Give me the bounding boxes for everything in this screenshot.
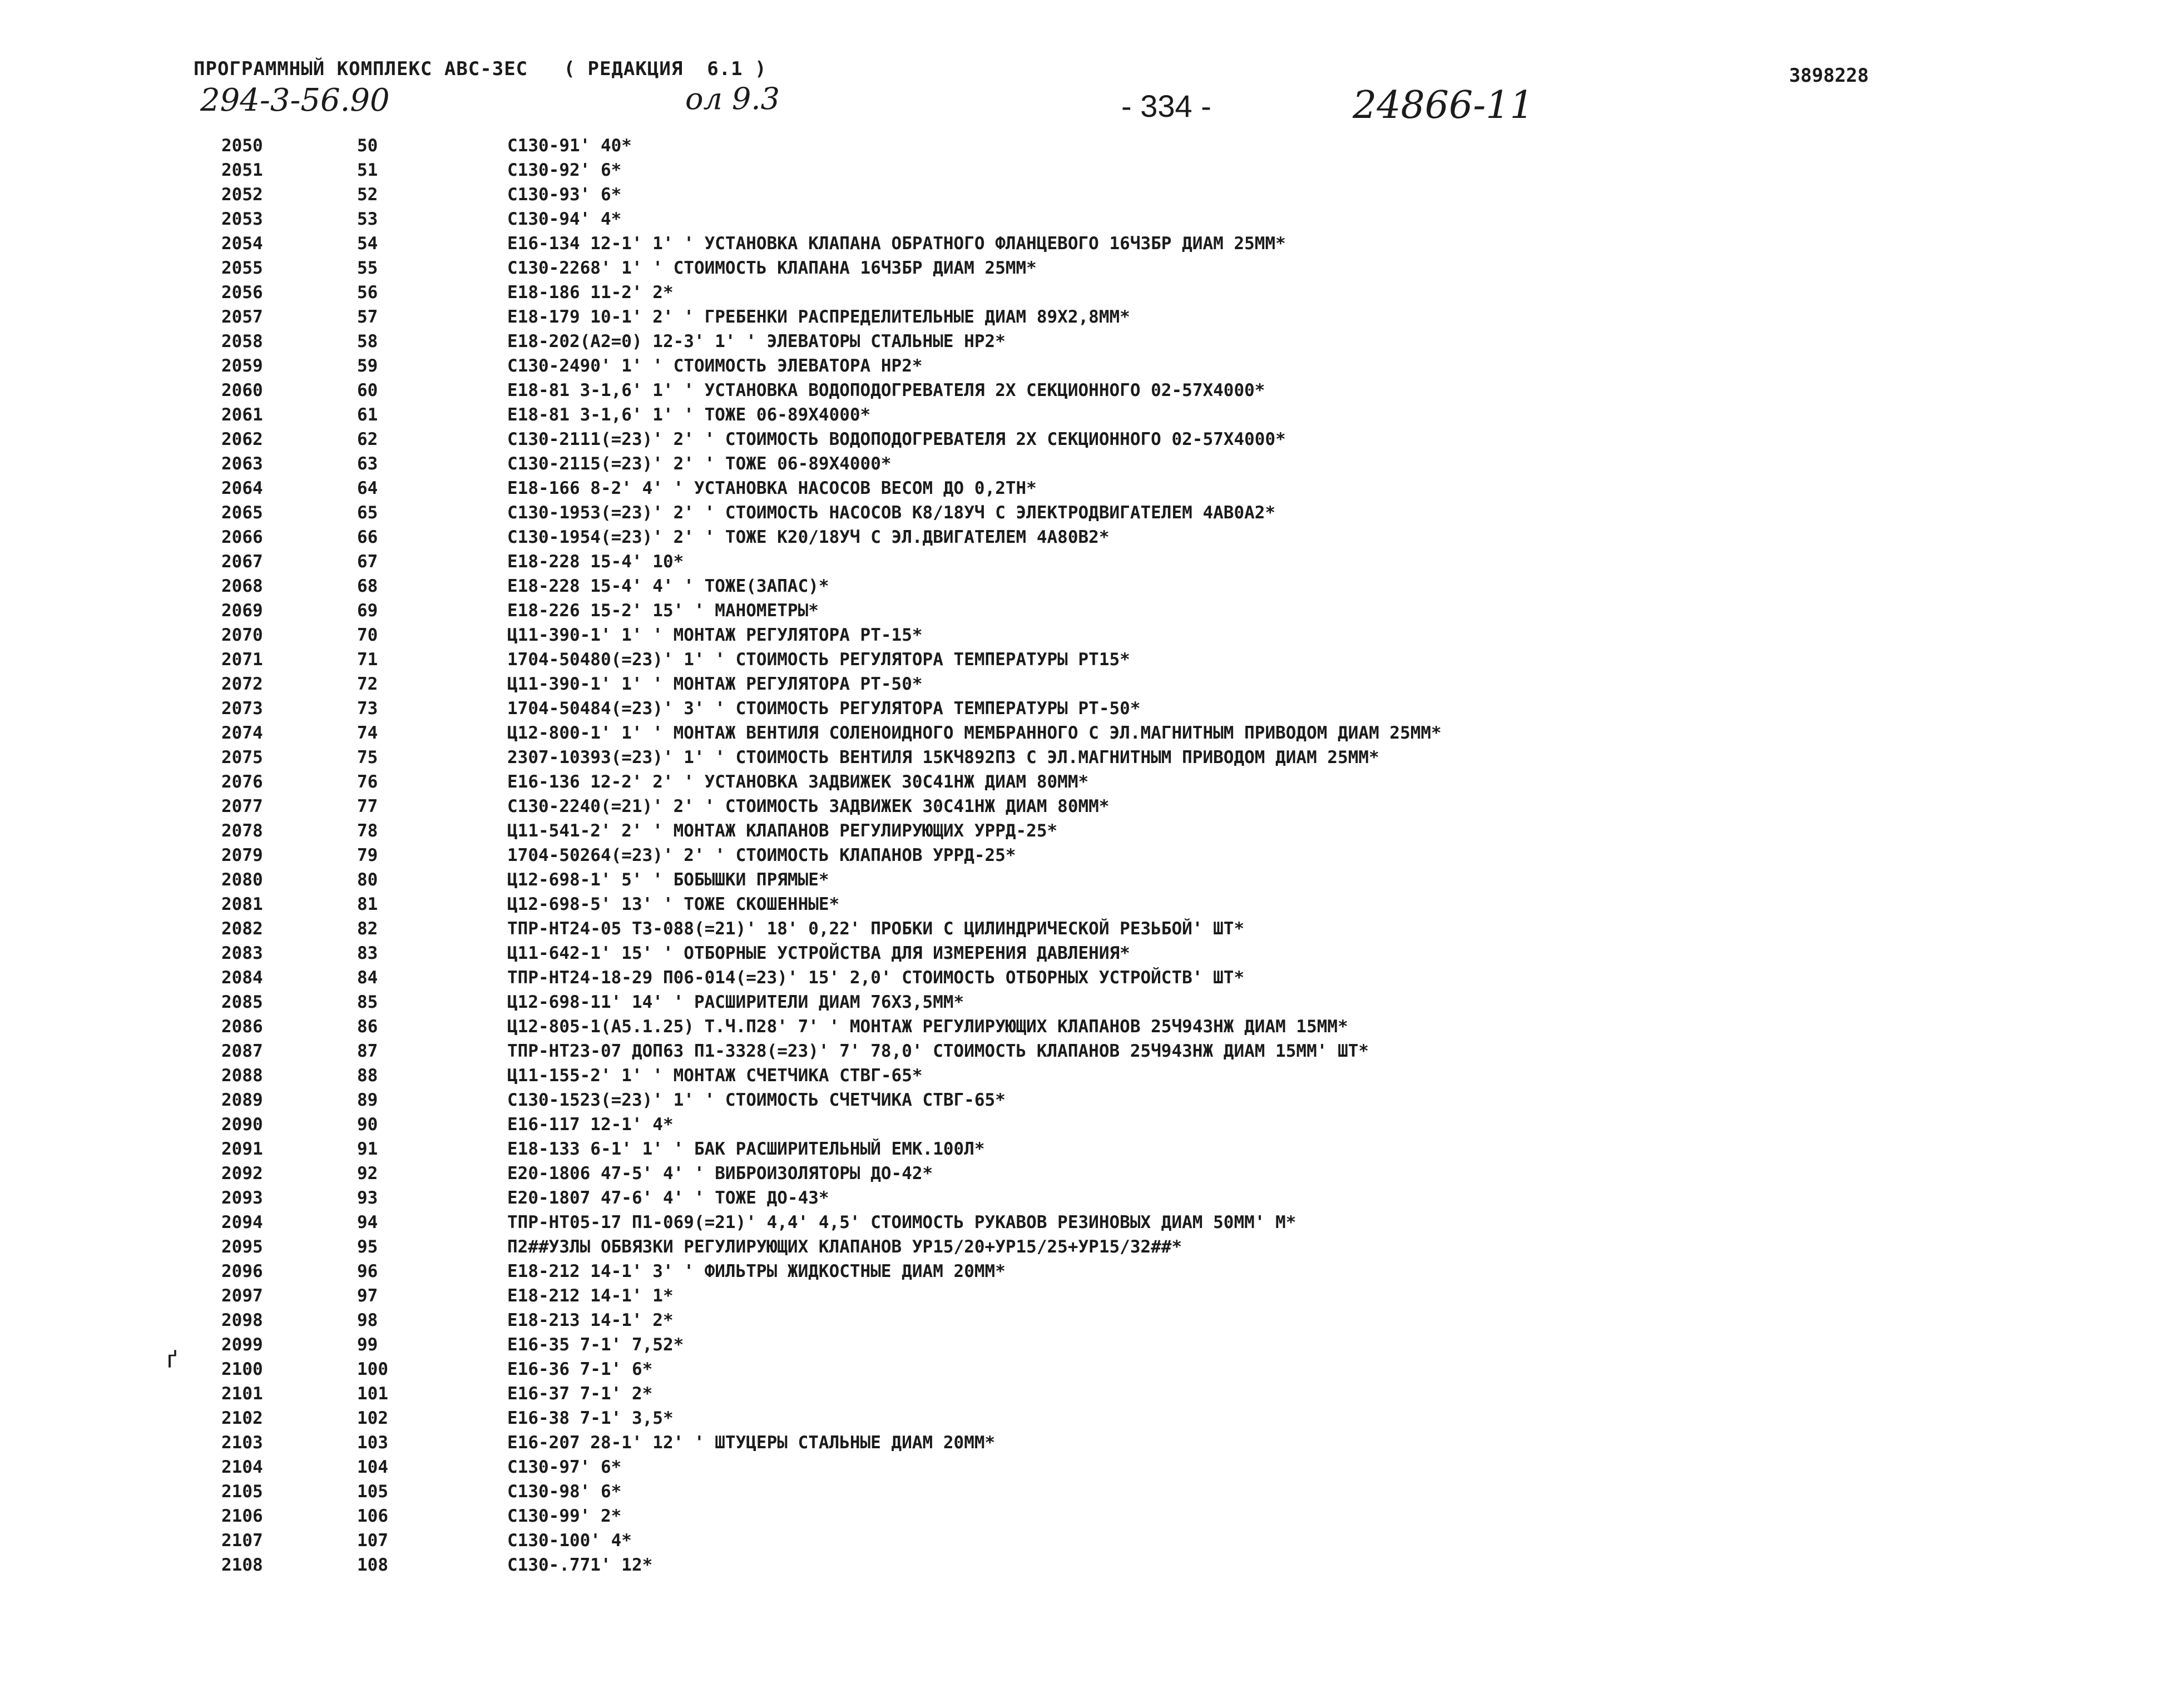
- listing-row: [0, 1308, 2168, 1333]
- item-index: 64: [357, 478, 378, 498]
- listing-row: [0, 158, 2168, 182]
- listing-row: [0, 1430, 2168, 1455]
- listing-row: [0, 1333, 2168, 1357]
- listing-row: [0, 1039, 2168, 1063]
- line-number: 2103: [221, 1433, 263, 1453]
- line-number: 2064: [221, 478, 263, 498]
- line-number: 2080: [221, 870, 263, 890]
- line-number: 2063: [221, 454, 263, 474]
- line-text: С130-2240(=21)' 2' ' СТОИМОСТЬ ЗАДВИЖЕК 30С41НЖ ДИАМ 80ММ*: [507, 796, 1110, 816]
- line-text: Ц12-800-1' 1' ' МОНТАЖ ВЕНТИЛЯ СОЛЕНОИДНОГО МЕМБРАННОГО С ЭЛ.МАГНИТНЫМ ПРИВОДОМ ДИАМ 25ММ*: [507, 723, 1442, 743]
- listing-row: [0, 354, 2168, 378]
- listing-row: [0, 1063, 2168, 1088]
- line-text: С130-2111(=23)' 2' ' СТОИМОСТЬ ВОДОПОДОГРЕВАТЕЛЯ 2Х СЕКЦИОННОГО 02-57Х4000*: [507, 429, 1286, 449]
- line-text: Е18-228 15-4' 10*: [507, 552, 684, 572]
- line-text: Ц12-698-11' 14' ' РАСШИРИТЕЛИ ДИАМ 76Х3,5ММ*: [507, 992, 964, 1012]
- line-text: Е20-1806 47-5' 4' ' ВИБРОИЗОЛЯТОРЫ ДО-42*: [507, 1164, 933, 1184]
- line-text: ТПР-НТ24-05 Т3-088(=21)' 18' 0,22' ПРОБКИ С ЦИЛИНДРИЧЕСКОЙ РЕЗЬБОЙ' ШТ*: [507, 919, 1245, 939]
- line-text: Ц11-155-2' 1' ' МОНТАЖ СЧЕТЧИКА СТВГ-65*: [507, 1066, 923, 1086]
- line-text: ТПР-НТ24-18-29 П06-014(=23)' 15' 2,0' СТОИМОСТЬ ОТБОРНЫХ УСТРОЙСТВ' ШТ*: [507, 968, 1245, 988]
- listing-row: [0, 672, 2168, 696]
- line-number: 2083: [221, 943, 263, 963]
- listing-row: [0, 1235, 2168, 1259]
- line-number: 2054: [221, 234, 263, 254]
- line-text: С130-1953(=23)' 2' ' СТОИМОСТЬ НАСОСОВ К8/18УЧ С ЭЛЕКТРОДВИГАТЕЛЕМ 4АВ0А2*: [507, 503, 1276, 523]
- listing-row: [0, 182, 2168, 207]
- listing-row: [0, 770, 2168, 794]
- item-index: 67: [357, 552, 378, 572]
- listing-row: [0, 574, 2168, 598]
- listing-row: [0, 1528, 2168, 1553]
- line-number: 2056: [221, 283, 263, 303]
- line-text: С130-1523(=23)' 1' ' СТОИМОСТЬ СЧЕТЧИКА СТВГ-65*: [507, 1090, 1006, 1110]
- item-index: 101: [357, 1384, 388, 1404]
- line-text: С130-.771' 12*: [507, 1555, 653, 1575]
- listing-row: [0, 696, 2168, 721]
- listing-row: [0, 1014, 2168, 1039]
- line-number: 2078: [221, 821, 263, 841]
- listing-row: [0, 1553, 2168, 1577]
- line-number: 2052: [221, 185, 263, 205]
- line-number: 2105: [221, 1482, 263, 1502]
- item-index: 66: [357, 527, 378, 547]
- line-number: 2079: [221, 845, 263, 865]
- item-index: 73: [357, 699, 378, 719]
- item-index: 71: [357, 650, 378, 670]
- line-number: 2070: [221, 625, 263, 645]
- listing-row: [0, 917, 2168, 941]
- line-text: С130-2490' 1' ' СТОИМОСТЬ ЭЛЕВАТОРА НР2*: [507, 356, 923, 376]
- program-header: ПРОГРАММНЫЙ КОМПЛЕКС АВС-ЗЕС ( РЕДАКЦИЯ 6.1 ): [194, 58, 767, 80]
- line-text: Е16-35 7-1' 7,52*: [507, 1335, 684, 1355]
- line-text: Е16-117 12-1' 4*: [507, 1115, 674, 1135]
- line-number: 2099: [221, 1335, 263, 1355]
- document-number: 294-3-56.90: [200, 82, 390, 118]
- line-text: Е18-81 3-1,6' 1' ' ТОЖЕ 06-89Х4000*: [507, 405, 871, 425]
- line-number: 2053: [221, 209, 263, 229]
- line-number: 2058: [221, 331, 263, 351]
- item-index: 98: [357, 1310, 378, 1330]
- line-number: 2067: [221, 552, 263, 572]
- line-text: С130-99' 2*: [507, 1506, 622, 1526]
- line-number: 2061: [221, 405, 263, 425]
- line-number: 2065: [221, 503, 263, 523]
- line-number: 2051: [221, 160, 263, 180]
- line-text: 1704-50264(=23)' 2' ' СТОИМОСТЬ КЛАПАНОВ УРРД-25*: [507, 845, 1016, 865]
- item-index: 62: [357, 429, 378, 449]
- item-index: 54: [357, 234, 378, 254]
- item-index: 88: [357, 1066, 378, 1086]
- line-number: 2072: [221, 674, 263, 694]
- line-number: 2071: [221, 650, 263, 670]
- line-number: 2092: [221, 1164, 263, 1184]
- line-number: 2106: [221, 1506, 263, 1526]
- item-index: 61: [357, 405, 378, 425]
- item-index: 90: [357, 1115, 378, 1135]
- item-index: 69: [357, 601, 378, 621]
- line-number: 2101: [221, 1384, 263, 1404]
- listing-row: [0, 501, 2168, 525]
- item-index: 57: [357, 307, 378, 327]
- line-text: С130-1954(=23)' 2' ' ТОЖЕ К20/18УЧ С ЭЛ.ДВИГАТЕЛЕМ 4А80В2*: [507, 527, 1110, 547]
- listing-row: [0, 256, 2168, 280]
- listing-row: [0, 305, 2168, 329]
- line-text: Е16-37 7-1' 2*: [507, 1384, 653, 1404]
- line-text: Е18-212 14-1' 1*: [507, 1286, 674, 1306]
- line-text: Е20-1807 47-6' 4' ' ТОЖЕ ДО-43*: [507, 1188, 829, 1208]
- line-text: С130-2268' 1' ' СТОИМОСТЬ КЛАПАНА 16Ч3БР ДИАМ 25ММ*: [507, 258, 1037, 278]
- line-number: 2087: [221, 1041, 263, 1061]
- item-index: 95: [357, 1237, 378, 1257]
- item-index: 83: [357, 943, 378, 963]
- listing-row: [0, 1259, 2168, 1284]
- listing-row: [0, 231, 2168, 256]
- item-index: 91: [357, 1139, 378, 1159]
- item-index: 86: [357, 1017, 378, 1037]
- line-text: С130-97' 6*: [507, 1457, 622, 1477]
- listing-row: [0, 207, 2168, 231]
- item-index: 68: [357, 576, 378, 596]
- line-number: 2069: [221, 601, 263, 621]
- line-text: Ц11-390-1' 1' ' МОНТАЖ РЕГУЛЯТОРА РТ-50*: [507, 674, 923, 694]
- listing-row: [0, 1284, 2168, 1308]
- listing-row: [0, 794, 2168, 819]
- line-text: Ц12-805-1(А5.1.25) Т.Ч.П28' 7' ' МОНТАЖ РЕГУЛИРУЮЩИХ КЛАПАНОВ 25Ч943НЖ ДИАМ 15ММ*: [507, 1017, 1348, 1037]
- listing-row: [0, 133, 2168, 158]
- listing-row: [0, 843, 2168, 868]
- listing-row: [0, 378, 2168, 403]
- line-text: Е16-38 7-1' 3,5*: [507, 1408, 674, 1428]
- listing-row: [0, 1112, 2168, 1137]
- line-text: Е18-186 11-2' 2*: [507, 283, 674, 303]
- line-text: Е18-202(А2=0) 12-3' 1' ' ЭЛЕВАТОРЫ СТАЛЬНЫЕ НР2*: [507, 331, 1006, 351]
- line-text: ТПР-НТ23-07 ДОП63 П1-3328(=23)' 7' 78,0' СТОИМОСТЬ КЛАПАНОВ 25Ч943НЖ ДИАМ 15ММ' ШТ*: [507, 1041, 1369, 1061]
- line-number: 2107: [221, 1531, 263, 1551]
- listing-row: [0, 623, 2168, 647]
- line-text: Ц11-541-2' 2' ' МОНТАЖ КЛАПАНОВ РЕГУЛИРУЮЩИХ УРРД-25*: [507, 821, 1058, 841]
- reference-number: 24866-11: [1353, 83, 1534, 127]
- line-text: Е18-213 14-1' 2*: [507, 1310, 674, 1330]
- line-text: Е18-212 14-1' 3' ' ФИЛЬТРЫ ЖИДКОСТНЫЕ ДИАМ 20ММ*: [507, 1261, 1006, 1281]
- line-text: С130-91' 40*: [507, 136, 632, 156]
- line-text: Ц11-390-1' 1' ' МОНТАЖ РЕГУЛЯТОРА РТ-15*: [507, 625, 923, 645]
- line-number: 2062: [221, 429, 263, 449]
- line-number: 2104: [221, 1457, 263, 1477]
- listing-row: [0, 990, 2168, 1014]
- listing-row: [0, 1186, 2168, 1210]
- item-index: 63: [357, 454, 378, 474]
- line-number: 2100: [221, 1359, 263, 1379]
- item-index: 52: [357, 185, 378, 205]
- line-text: Е18-228 15-4' 4' ' ТОЖЕ(ЗАПАС)*: [507, 576, 829, 596]
- line-number: 2086: [221, 1017, 263, 1037]
- line-number: 2096: [221, 1261, 263, 1281]
- item-index: 102: [357, 1408, 388, 1428]
- line-text: С130-93' 6*: [507, 185, 622, 205]
- listing-row: [0, 721, 2168, 745]
- listing-row: [0, 329, 2168, 354]
- listing-row: [0, 892, 2168, 917]
- page-number: - 334 -: [1121, 88, 1211, 123]
- item-index: 107: [357, 1531, 388, 1551]
- line-number: 2055: [221, 258, 263, 278]
- line-text: С130-94' 4*: [507, 209, 622, 229]
- item-index: 89: [357, 1090, 378, 1110]
- line-text: Е18-166 8-2' 4' ' УСТАНОВКА НАСОСОВ ВЕСОМ ДО 0,2ТН*: [507, 478, 1037, 498]
- line-number: 2102: [221, 1408, 263, 1428]
- line-number: 2050: [221, 136, 263, 156]
- line-text: Е16-36 7-1' 6*: [507, 1359, 653, 1379]
- item-index: 105: [357, 1482, 388, 1502]
- listing-row: [0, 1210, 2168, 1235]
- item-index: 106: [357, 1506, 388, 1526]
- item-index: 79: [357, 845, 378, 865]
- line-number: 2094: [221, 1212, 263, 1232]
- listing-row: [0, 819, 2168, 843]
- line-text: Ц12-698-1' 5' ' БОБЫШКИ ПРЯМЫЕ*: [507, 870, 829, 890]
- listing-row: [0, 403, 2168, 427]
- item-index: 65: [357, 503, 378, 523]
- line-text: Ц11-642-1' 15' ' ОТБОРНЫЕ УСТРОЙСТВА ДЛЯ ИЗМЕРЕНИЯ ДАВЛЕНИЯ*: [507, 943, 1130, 963]
- line-text: Е16-136 12-2' 2' ' УСТАНОВКА ЗАДВИЖЕК 30С41НЖ ДИАМ 80ММ*: [507, 772, 1089, 792]
- line-number: 2076: [221, 772, 263, 792]
- listing-row: [0, 1088, 2168, 1112]
- line-number: 2108: [221, 1555, 263, 1575]
- listing-row: [0, 1357, 2168, 1382]
- line-text: Е18-133 6-1' 1' ' БАК РАСШИРИТЕЛЬНЫЙ ЕМК.100Л*: [507, 1139, 985, 1159]
- line-number: 2085: [221, 992, 263, 1012]
- line-number: 2059: [221, 356, 263, 376]
- line-number: 2074: [221, 723, 263, 743]
- listing-row: [0, 1504, 2168, 1528]
- listing-row: [0, 941, 2168, 966]
- item-index: 50: [357, 136, 378, 156]
- item-index: 51: [357, 160, 378, 180]
- listing-row: [0, 549, 2168, 574]
- listing-row: [0, 745, 2168, 770]
- item-index: 99: [357, 1335, 378, 1355]
- listing-row: [0, 1137, 2168, 1161]
- listing-row: [0, 525, 2168, 549]
- line-text: Е16-134 12-1' 1' ' УСТАНОВКА КЛАПАНА ОБРАТНОГО ФЛАНЦЕВОГО 16Ч3БР ДИАМ 25ММ*: [507, 234, 1286, 254]
- item-index: 58: [357, 331, 378, 351]
- item-index: 56: [357, 283, 378, 303]
- line-text: С130-100' 4*: [507, 1531, 632, 1551]
- item-index: 80: [357, 870, 378, 890]
- item-index: 70: [357, 625, 378, 645]
- item-index: 77: [357, 796, 378, 816]
- line-text: С130-98' 6*: [507, 1482, 622, 1502]
- line-number: 2066: [221, 527, 263, 547]
- line-text: С130-92' 6*: [507, 160, 622, 180]
- line-text: Е16-207 28-1' 12' ' ШТУЦЕРЫ СТАЛЬНЫЕ ДИАМ 20ММ*: [507, 1433, 996, 1453]
- listing-row: [0, 452, 2168, 476]
- item-index: 92: [357, 1164, 378, 1184]
- item-index: 100: [357, 1359, 388, 1379]
- item-index: 75: [357, 747, 378, 768]
- line-number: 2060: [221, 380, 263, 400]
- line-number: 2098: [221, 1310, 263, 1330]
- listing-body: [0, 133, 2168, 1577]
- line-text: ТПР-НТ05-17 П1-069(=21)' 4,4' 4,5' СТОИМОСТЬ РУКАВОВ РЕЗИНОВЫХ ДИАМ 50ММ' М*: [507, 1212, 1296, 1232]
- line-number: 2088: [221, 1066, 263, 1086]
- listing-row: [0, 598, 2168, 623]
- item-index: 96: [357, 1261, 378, 1281]
- line-text: Е18-226 15-2' 15' ' МАНОМЕТРЫ*: [507, 601, 819, 621]
- listing-row: [0, 647, 2168, 672]
- line-text: П2##УЗЛЫ ОБВЯЗКИ РЕГУЛИРУЮЩИХ КЛАПАНОВ УР15/20+УР15/25+УР15/32##*: [507, 1237, 1182, 1257]
- line-text: 1704-50480(=23)' 1' ' СТОИМОСТЬ РЕГУЛЯТОРА ТЕМПЕРАТУРЫ РТ15*: [507, 650, 1130, 670]
- listing-row: [0, 966, 2168, 990]
- line-number: 2082: [221, 919, 263, 939]
- item-index: 87: [357, 1041, 378, 1061]
- item-index: 74: [357, 723, 378, 743]
- item-index: 104: [357, 1457, 388, 1477]
- line-text: Ц12-698-5' 13' ' ТОЖЕ СКОШЕННЫЕ*: [507, 894, 840, 914]
- line-number: 2084: [221, 968, 263, 988]
- edition-note: ол 9.3: [685, 81, 780, 116]
- line-text: Е18-179 10-1' 2' ' ГРЕБЕНКИ РАСПРЕДЕЛИТЕЛЬНЫЕ ДИАМ 89Х2,8ММ*: [507, 307, 1130, 327]
- line-number: 2057: [221, 307, 263, 327]
- item-index: 60: [357, 380, 378, 400]
- line-text: 1704-50484(=23)' 3' ' СТОИМОСТЬ РЕГУЛЯТОРА ТЕМПЕРАТУРЫ РТ-50*: [507, 699, 1141, 719]
- listing-row: [0, 1406, 2168, 1430]
- line-number: 2068: [221, 576, 263, 596]
- listing-row: [0, 868, 2168, 892]
- item-index: 94: [357, 1212, 378, 1232]
- line-number: 2075: [221, 747, 263, 768]
- document-code: 3898228: [1789, 65, 1869, 87]
- line-text: С130-2115(=23)' 2' ' ТОЖЕ 06-89Х4000*: [507, 454, 892, 474]
- margin-mark: ґ: [167, 1346, 177, 1373]
- item-index: 76: [357, 772, 378, 792]
- item-index: 97: [357, 1286, 378, 1306]
- item-index: 93: [357, 1188, 378, 1208]
- item-index: 108: [357, 1555, 388, 1575]
- line-number: 2093: [221, 1188, 263, 1208]
- line-number: 2091: [221, 1139, 263, 1159]
- listing-row: [0, 1479, 2168, 1504]
- listing-row: [0, 1161, 2168, 1186]
- line-number: 2081: [221, 894, 263, 914]
- listing-row: [0, 280, 2168, 305]
- item-index: 85: [357, 992, 378, 1012]
- listing-row: [0, 427, 2168, 452]
- item-index: 81: [357, 894, 378, 914]
- item-index: 72: [357, 674, 378, 694]
- line-text: 2307-10393(=23)' 1' ' СТОИМОСТЬ ВЕНТИЛЯ 15КЧ892П3 С ЭЛ.МАГНИТНЫМ ПРИВОДОМ ДИАМ 25ММ*: [507, 747, 1379, 768]
- line-number: 2073: [221, 699, 263, 719]
- item-index: 103: [357, 1433, 388, 1453]
- line-number: 2097: [221, 1286, 263, 1306]
- line-number: 2095: [221, 1237, 263, 1257]
- line-number: 2089: [221, 1090, 263, 1110]
- item-index: 55: [357, 258, 378, 278]
- item-index: 82: [357, 919, 378, 939]
- listing-row: [0, 1382, 2168, 1406]
- line-text: Е18-81 3-1,6' 1' ' УСТАНОВКА ВОДОПОДОГРЕВАТЕЛЯ 2Х СЕКЦИОННОГО 02-57Х4000*: [507, 380, 1265, 400]
- item-index: 59: [357, 356, 378, 376]
- line-number: 2077: [221, 796, 263, 816]
- listing-row: [0, 1455, 2168, 1479]
- item-index: 84: [357, 968, 378, 988]
- item-index: 53: [357, 209, 378, 229]
- listing-row: [0, 476, 2168, 501]
- line-number: 2090: [221, 1115, 263, 1135]
- item-index: 78: [357, 821, 378, 841]
